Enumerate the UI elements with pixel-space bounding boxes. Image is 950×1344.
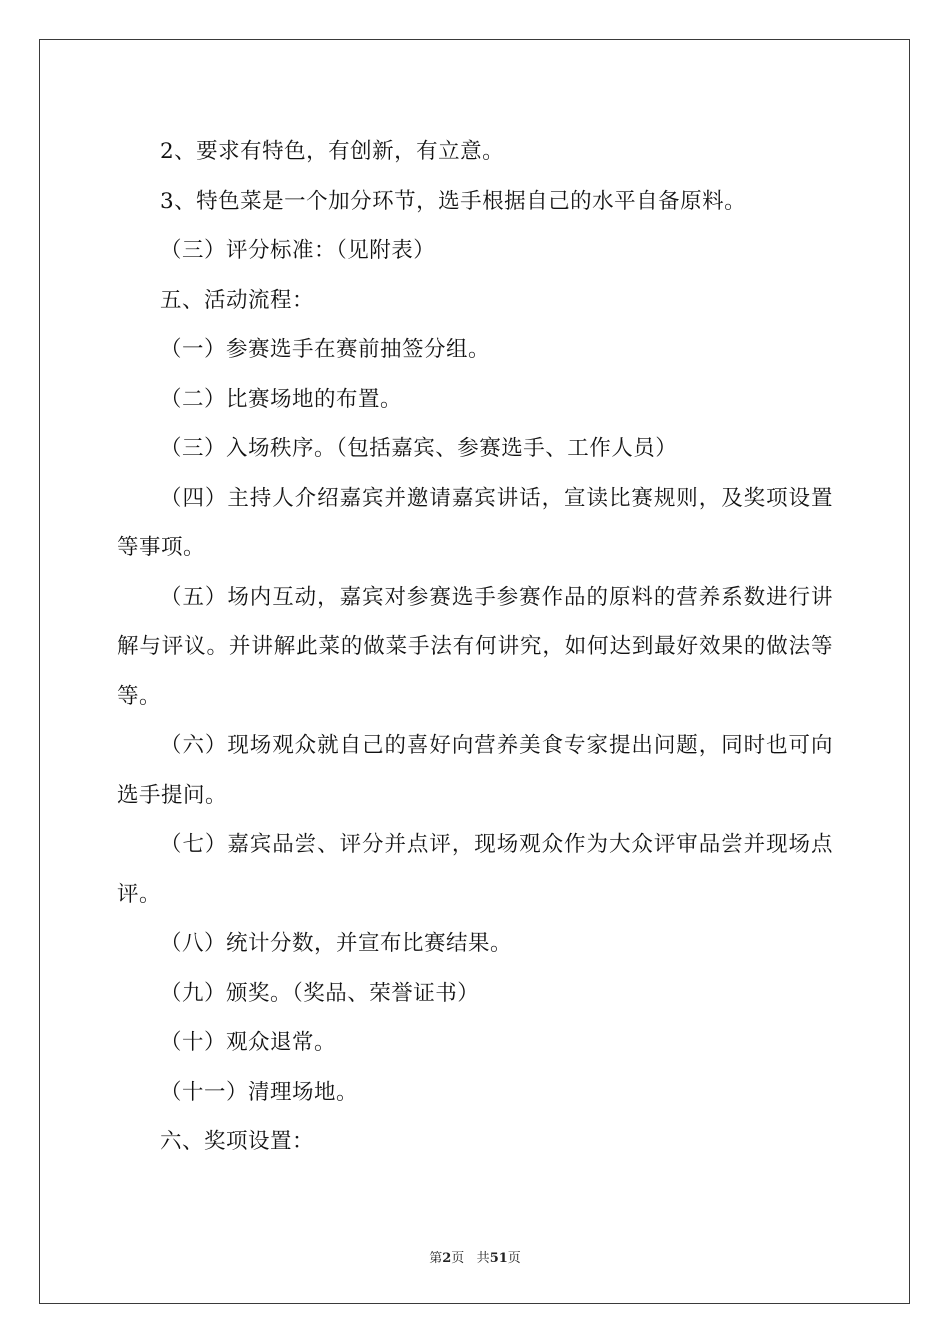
- section-heading: 五、活动流程：: [160, 287, 315, 313]
- document-body: [117, 127, 833, 1167]
- footer-total-suffix: 页: [507, 1251, 521, 1266]
- footer-page-suffix: 页: [451, 1251, 465, 1266]
- paragraph: （一）参赛选手在赛前抽签分组。: [160, 337, 491, 362]
- paragraph: 3、特色菜是一个加分环节，选手根据自己的水平自备原料。: [160, 188, 747, 214]
- paragraph: （十一）清理场地。: [160, 1079, 359, 1105]
- footer-prefix: 第: [429, 1251, 443, 1266]
- page-footer: [0, 1247, 950, 1266]
- footer-total-pages: 51: [489, 1251, 508, 1266]
- paragraph: （十）观众退常。: [160, 1030, 337, 1055]
- paragraph: （九）颁奖。（奖品、荣誉证书）: [160, 980, 480, 1006]
- paragraph: （三）评分标准：（见附表）: [160, 238, 436, 263]
- paragraph: 2、要求有特色，有创新，有立意。: [160, 139, 505, 164]
- paragraph: （八）统计分数，并宣布比赛结果。: [160, 931, 513, 956]
- paragraph: （五）场内互动，嘉宾对参赛选手参赛作品的原料的营养系数进行讲解与评议。并讲解此菜的做菜手法有何讲究，如何达到最好效果的做法等等。: [117, 584, 833, 709]
- paragraph: （三）入场秩序。（包括嘉宾、参赛选手、工作人员）: [160, 436, 678, 461]
- paragraph: （二）比赛场地的布置。: [160, 386, 403, 412]
- paragraph: （七）嘉宾品尝、评分并点评，现场观众作为大众评审品尝并现场点评。: [117, 832, 833, 907]
- section-heading: 六、奖项设置：: [160, 1129, 315, 1154]
- paragraph: （四）主持人介绍嘉宾并邀请嘉宾讲话，宣读比赛规则，及奖项设置等事项。: [117, 485, 833, 560]
- footer-page-number: 2: [442, 1251, 452, 1266]
- footer-total-prefix: 共: [476, 1251, 490, 1266]
- paragraph: （六）现场观众就自己的喜好向营养美食专家提出问题，同时也可向选手提问。: [117, 733, 833, 808]
